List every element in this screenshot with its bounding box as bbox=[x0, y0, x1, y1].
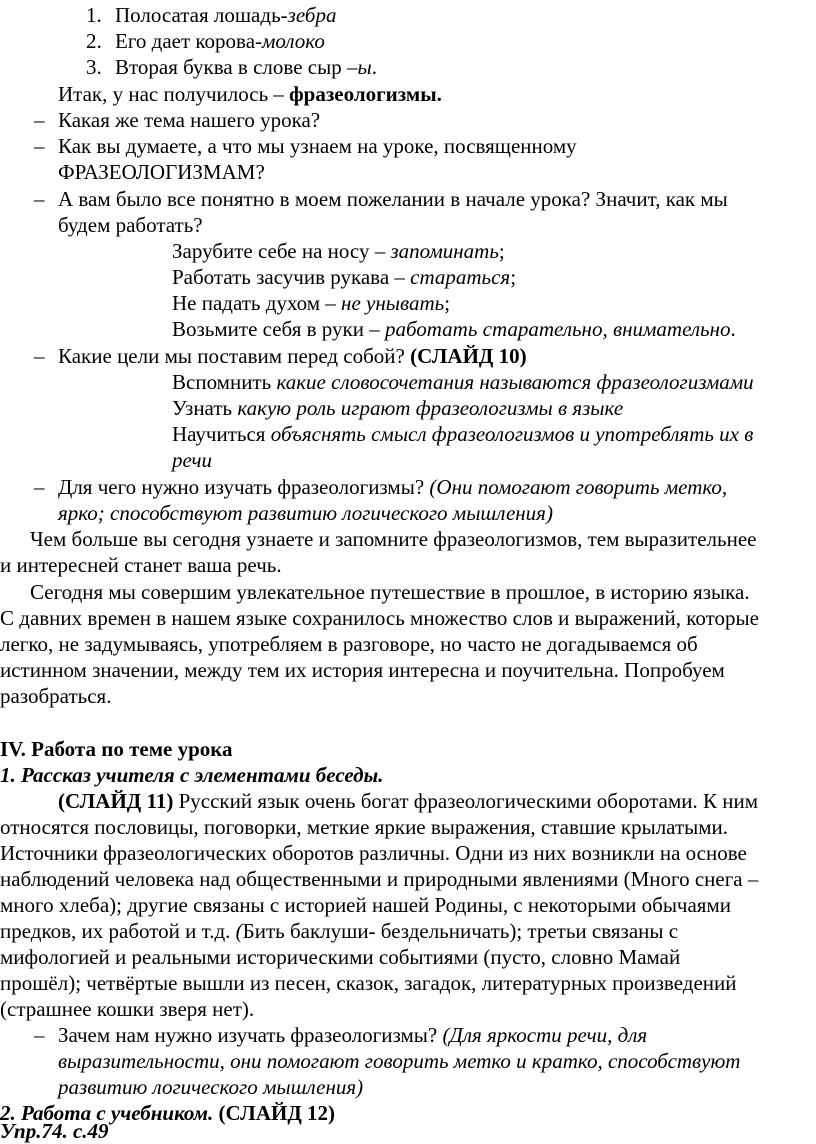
paragraph-line: предков, их работой и т.д. (Бить баклуши- бездельничать); третьи связаны с bbox=[0, 919, 679, 943]
term-phraseologisms: фразеологизмы. bbox=[289, 82, 442, 106]
paragraph-line: Источники фразеологических оборотов различны. Одни из них возникли на основе bbox=[0, 841, 747, 865]
paragraph-line: мифологией и реальными историческими событиями (пусто, словно Мамай bbox=[0, 945, 681, 969]
dash-bullet: – bbox=[34, 108, 45, 132]
question-why-cont: ярко; способствуют развитию логического мышления) bbox=[58, 501, 553, 525]
slide-ref: (СЛАЙД 10) bbox=[410, 344, 527, 368]
item-number: 1. bbox=[86, 3, 102, 27]
subsection-heading: 1. Рассказ учителя с элементами беседы. bbox=[0, 763, 384, 787]
dash-bullet: – bbox=[34, 344, 45, 368]
item-answer: ы bbox=[357, 55, 372, 79]
dash-bullet: – bbox=[34, 134, 45, 158]
idiom-line: Не падать духом – не унывать; bbox=[172, 291, 451, 315]
item-answer: молоко bbox=[262, 29, 325, 53]
paragraph-line: С давних времен в нашем языке сохранилось множество слов и выражений, которые bbox=[0, 606, 759, 630]
question-why-study-cont: выразительности, они помогают говорить метко и кратко, способствуют bbox=[58, 1049, 741, 1073]
item-text: Его дает корова- bbox=[115, 29, 263, 53]
item-text: Полосатая лошадь- bbox=[115, 3, 288, 27]
paragraph-line: Сегодня мы совершим увлекательное путешествие в прошлое, в историю языка. bbox=[30, 580, 750, 604]
paragraph-line: (СЛАЙД 11) Русский язык очень богат фразеологическими оборотами. К ним bbox=[58, 789, 759, 813]
paragraph-line: относятся пословицы, поговорки, меткие яркие выражения, ставшие крылатыми. bbox=[0, 815, 729, 839]
idiom-line: Работать засучив рукава – стараться; bbox=[172, 265, 517, 289]
question-why-study-cont: развитию логического мышления) bbox=[58, 1075, 364, 1099]
paragraph-line: легко, не задумываясь, употребляем в разговоре, но часто не догадываемся об bbox=[0, 632, 698, 656]
paragraph-line: и интересней станет ваша речь. bbox=[0, 553, 282, 577]
question-learn-cont: ФРАЗЕОЛОГИЗМАМ? bbox=[58, 160, 265, 184]
paragraph-line: (страшнее кошки зверя нет). bbox=[0, 997, 255, 1021]
aim-line: Вспомнить какие словосочетания называются фразеологизмами bbox=[172, 370, 754, 394]
paragraph-line: разобраться. bbox=[0, 684, 112, 708]
slide-ref: (СЛАЙД 12) bbox=[213, 1101, 336, 1125]
paragraph-line: Чем больше вы сегодня узнаете и запомните фразеологизмов, тем выразительнее bbox=[30, 527, 757, 551]
document-page: 1. Полосатая лошадь-зебра 2. Его дает корова-молоко 3. Вторая буква в слове сыр –ы. Итак, у нас получилось – фразеологизмы. – Какая же тема нашего урока? – Как вы думаете, а что мы узнаем на уроке, посвященному ФРАЗЕОЛОГИЗМАМ? – А вам было все понятно в моем пожелании в начале урока? Значит, как мы будем работать? Зарубите себе на носу – запоминать; Работать засучив рукава – стараться; Не падать духом – не унывать; Возьмите себя в руки – работать старательно, внимательно. – Какие цели мы поставим перед собой? (СЛАЙД 10) Вспомнить какие словосочетания называются фразеологизмами Узнать какую роль играют фразеологизмы в языке Научиться объяснять смысл фразеологизмов и употреблять их в речи – Для чего нужно изучать фразеологизмы? (Они помогают говорить метко, ярко; способствуют развитию логического мышления) Чем больше вы сегодня узнаете и запомните фразеологизмов, тем выразительнее и интересней станет ваша речь. Сегодня мы совершим увлекательное путешествие в прошлое, в историю языка. С давних времен в нашем языке сохранилось множество слов и выражений, которые легко, не задумываясь, употребляем в разговоре, но часто не догадываемся об истинном значении, между тем их история интересна и поучительна. Попробуем разобраться. IV. Работа по теме урока 1. Рассказ учителя с элементами беседы. (СЛАЙД 11) Русский язык очень богат фразеологическими оборотами. К ним относятся пословицы, поговорки, меткие яркие выражения, ставшие крылатыми. Источники фразеологических оборотов различны. Одни из них возникли на основе наблюдений человека над общественными и природными явлениями (Много снега – много хлеба); другие связаны с историей нашей Родины, с некоторыми обычаями предков, их работой и т.д. (Бить баклуши- бездельничать); третьи связаны с мифологией и реальными историческими событиями (пусто, словно Мамай прошёл); четвёртые вышли из песен, сказок, загадок, литературных произведений (страшнее кошки зверя нет). – Зачем нам нужно изучать фразеологизмы? (Для яркости речи, для выразительности, они помогают говорить метко и кратко, способствуют развитию логического мышления) 2. Работа с учебником. (СЛАЙД 12) Упр.74. с.49 bbox=[0, 3, 759, 1143]
aim-line-cont: речи bbox=[172, 448, 213, 472]
subsection-heading: 2. Работа с учебником. (СЛАЙД 12) bbox=[0, 1101, 336, 1125]
result-line: Итак, у нас получилось – фразеологизмы. bbox=[58, 82, 442, 106]
aim-line: Узнать какую роль играют фразеологизмы в языке bbox=[172, 396, 624, 420]
question-work-cont: будем работать? bbox=[58, 213, 203, 237]
item-number: 3. bbox=[86, 55, 102, 79]
paragraph-line: наблюдений человека над общественными и природными явлениями (Много снега – bbox=[0, 867, 759, 891]
item-answer: зебра bbox=[287, 3, 337, 27]
aim-line: Научиться объяснять смысл фразеологизмов и употреблять их в bbox=[172, 422, 754, 446]
section-heading: IV. Работа по теме урока bbox=[0, 737, 233, 761]
idiom-line: Возьмите себя в руки – работать старательно, внимательно. bbox=[172, 317, 736, 341]
item-text: Вторая буква в слове сыр – bbox=[115, 55, 358, 79]
dash-bullet: – bbox=[34, 187, 45, 211]
exercise-ref: Упр.74. с.49 bbox=[0, 1119, 109, 1143]
slide-ref: (СЛАЙД 11) bbox=[58, 789, 174, 813]
paragraph-line: много хлеба); другие связаны с историей нашей Родины, с некоторыми обычаями bbox=[0, 893, 731, 917]
dash-bullet: – bbox=[34, 475, 45, 499]
paragraph-line: прошёл); четвёртые вышли из песен, сказок, загадок, литературных произведений bbox=[0, 971, 737, 995]
idiom-line: Зарубите себе на носу – запоминать; bbox=[172, 239, 505, 263]
item-number: 2. bbox=[86, 29, 102, 53]
paragraph-line: истинном значении, между тем их история интересна и поучительна. Попробуем bbox=[0, 658, 725, 682]
dash-bullet: – bbox=[34, 1023, 45, 1047]
